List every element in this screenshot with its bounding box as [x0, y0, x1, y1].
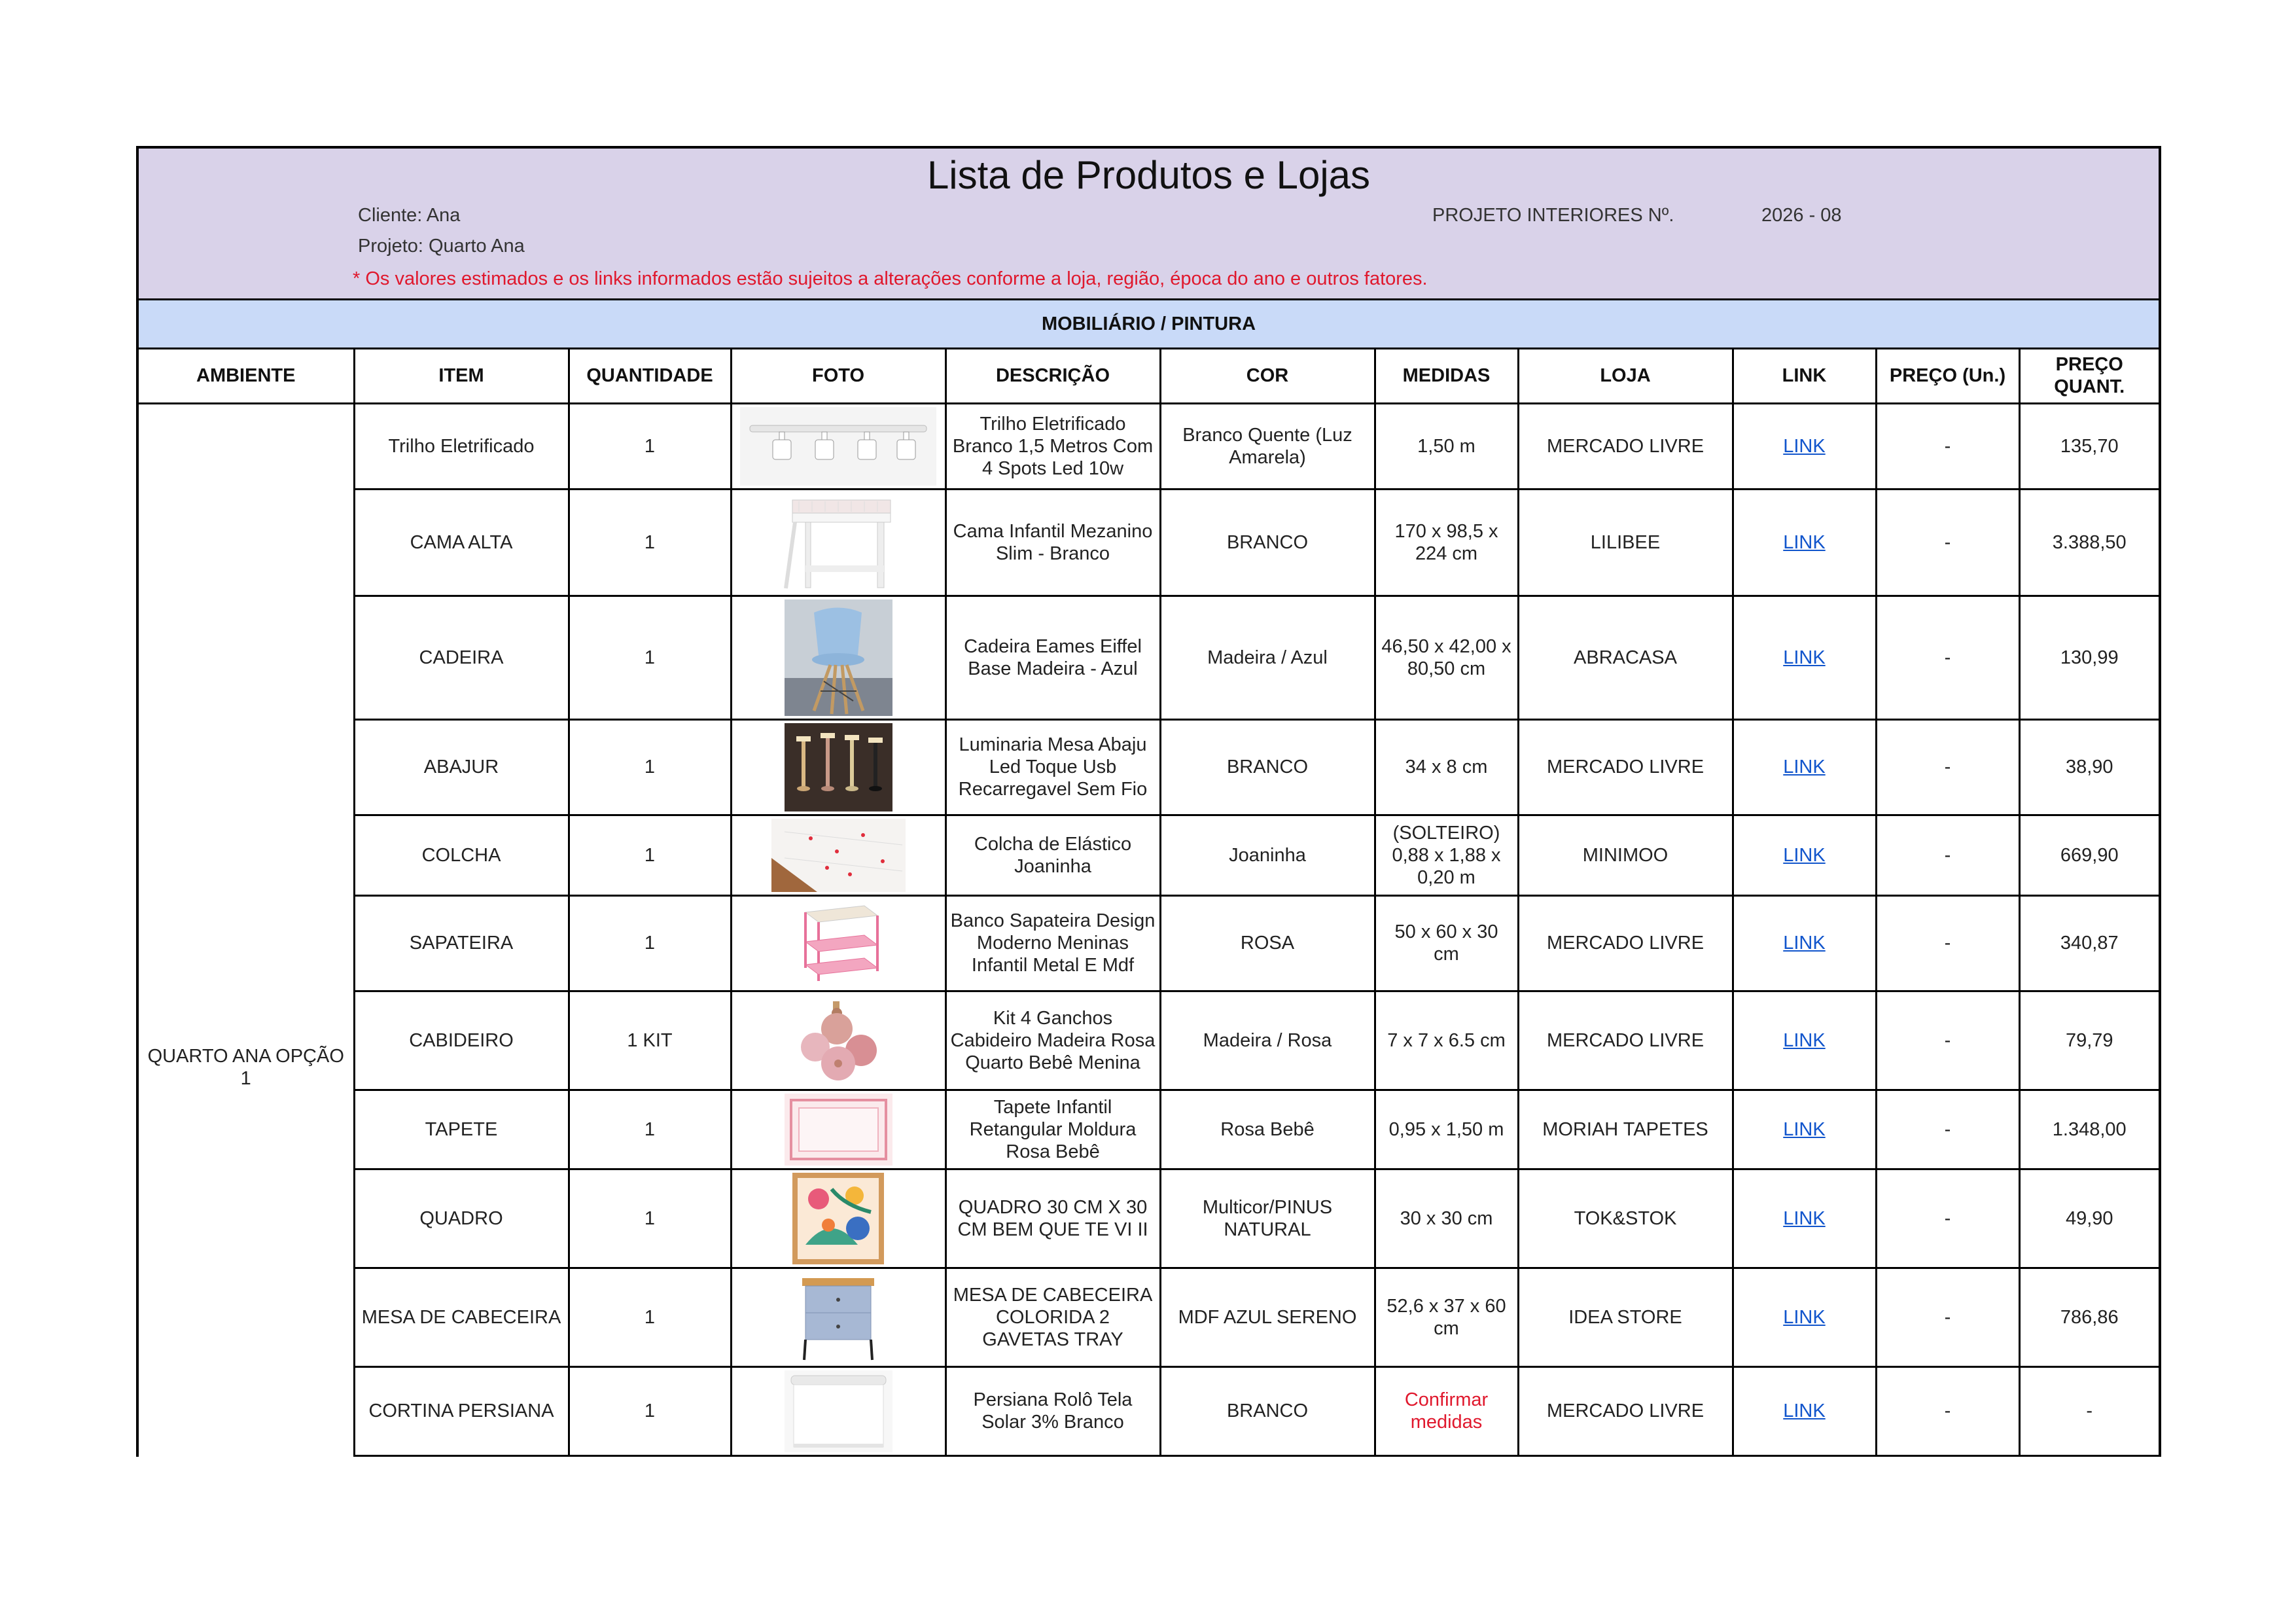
quilt-photo [735, 819, 942, 892]
col-header-cor: COR [1160, 349, 1375, 403]
photo-cell [731, 489, 945, 596]
quantity-cell: 1 [569, 1090, 731, 1169]
measures-cell: 1,50 m [1375, 403, 1518, 489]
unit-price-cell: - [1876, 991, 2019, 1090]
table-row [139, 489, 2159, 596]
link-cell [1733, 815, 1876, 895]
unit-price-cell: - [1876, 1169, 2019, 1268]
product-link[interactable]: LINK [1783, 933, 1826, 954]
unit-price-cell: - [1876, 1090, 2019, 1169]
item-cell: COLCHA [354, 815, 569, 895]
rug-photo [735, 1094, 942, 1166]
col-header-quantidade: QUANTIDADE [569, 349, 731, 403]
link-cell [1733, 596, 1876, 719]
store-cell: MERCADO LIVRE [1518, 719, 1733, 815]
measures-cell: Confirmar medidas [1375, 1366, 1518, 1455]
link-cell [1733, 991, 1876, 1090]
table-row [139, 815, 2159, 895]
unit-price-cell: - [1876, 719, 2019, 815]
chair-photo [735, 599, 942, 716]
color-cell: BRANCO [1160, 1366, 1375, 1455]
measures-cell: 34 x 8 cm [1375, 719, 1518, 815]
nightstand-photo [735, 1272, 942, 1363]
color-cell: Joaninha [1160, 815, 1375, 895]
item-cell: ABAJUR [354, 719, 569, 815]
color-cell: Madeira / Azul [1160, 596, 1375, 719]
description-cell: Cama Infantil Mezanino Slim - Branco [945, 489, 1160, 596]
unit-price-cell: - [1876, 1366, 2019, 1455]
measures-cell: (SOLTEIRO) 0,88 x 1,88 x 0,20 m [1375, 815, 1518, 895]
product-link[interactable]: LINK [1783, 1207, 1826, 1229]
quantity-cell: 1 [569, 1366, 731, 1455]
product-link[interactable]: LINK [1783, 1029, 1826, 1051]
product-link[interactable]: LINK [1783, 1400, 1826, 1421]
total-price-cell: 3.388,50 [2019, 489, 2159, 596]
description-cell: Persiana Rolô Tela Solar 3% Branco [945, 1366, 1160, 1455]
store-cell: MERCADO LIVRE [1518, 991, 1733, 1090]
photo-cell [731, 1090, 945, 1169]
frame-photo [735, 1173, 942, 1264]
measures-cell: 170 x 98,5 x 224 cm [1375, 489, 1518, 596]
link-cell [1733, 895, 1876, 991]
col-header-foto: FOTO [731, 349, 945, 403]
product-link[interactable]: LINK [1783, 531, 1826, 553]
description-cell: Trilho Eletrificado Branco 1,5 Metros Com 4 Spots Led 10w [945, 403, 1160, 489]
col-header-link: LINK [1733, 349, 1876, 403]
color-cell: MDF AZUL SERENO [1160, 1268, 1375, 1366]
measures-cell: 0,95 x 1,50 m [1375, 1090, 1518, 1169]
unit-price-cell: - [1876, 403, 2019, 489]
project-number-label: PROJETO INTERIORES Nº. [1432, 205, 1674, 226]
unit-price-cell: - [1876, 1268, 2019, 1366]
item-cell: CORTINA PERSIANA [354, 1366, 569, 1455]
measures-cell: 7 x 7 x 6.5 cm [1375, 991, 1518, 1090]
col-header-medidas: MEDIDAS [1375, 349, 1518, 403]
link-cell [1733, 403, 1876, 489]
total-price-cell: 38,90 [2019, 719, 2159, 815]
lamp-photo [735, 723, 942, 812]
link-cell [1733, 719, 1876, 815]
description-cell: Colcha de Elástico Joaninha [945, 815, 1160, 895]
product-link[interactable]: LINK [1783, 647, 1826, 668]
col-header-item: ITEM [354, 349, 569, 403]
photo-cell [731, 815, 945, 895]
store-cell: MERCADO LIVRE [1518, 403, 1733, 489]
col-header-ambiente: AMBIENTE [139, 349, 354, 403]
quantity-cell: 1 [569, 1268, 731, 1366]
item-cell: QUADRO [354, 1169, 569, 1268]
table-row [139, 1268, 2159, 1366]
description-cell: Cadeira Eames Eiffel Base Madeira - Azul [945, 596, 1160, 719]
unit-price-cell: - [1876, 489, 2019, 596]
link-cell [1733, 1268, 1876, 1366]
product-link[interactable]: LINK [1783, 1306, 1826, 1328]
link-cell [1733, 1090, 1876, 1169]
total-price-cell: - [2019, 1366, 2159, 1455]
product-sheet [136, 146, 2161, 1457]
item-cell: CABIDEIRO [354, 991, 569, 1090]
item-cell: MESA DE CABECEIRA [354, 1268, 569, 1366]
col-header-descricao: DESCRIÇÃO [945, 349, 1160, 403]
link-cell [1733, 1169, 1876, 1268]
link-cell [1733, 1366, 1876, 1455]
section-title: MOBILIÁRIO / PINTURA [139, 300, 2159, 349]
quantity-cell: 1 [569, 489, 731, 596]
color-cell: Rosa Bebê [1160, 1090, 1375, 1169]
measures-cell: 52,6 x 37 x 60 cm [1375, 1268, 1518, 1366]
product-link[interactable]: LINK [1783, 435, 1826, 457]
unit-price-cell: - [1876, 596, 2019, 719]
col-header-preco-un: PREÇO (Un.) [1876, 349, 2019, 403]
photo-cell [731, 403, 945, 489]
quantity-cell: 1 KIT [569, 991, 731, 1090]
total-price-cell: 49,90 [2019, 1169, 2159, 1268]
total-price-cell: 79,79 [2019, 991, 2159, 1090]
store-cell: MERCADO LIVRE [1518, 1366, 1733, 1455]
total-price-cell: 669,90 [2019, 815, 2159, 895]
unit-price-cell: - [1876, 895, 2019, 991]
loft-bed-photo [735, 493, 942, 592]
project-label: Projeto: Quarto Ana [358, 236, 525, 257]
track-light-photo [735, 407, 942, 486]
item-cell: SAPATEIRA [354, 895, 569, 991]
table-row [139, 596, 2159, 719]
quantity-cell: 1 [569, 596, 731, 719]
photo-cell [731, 1169, 945, 1268]
quantity-cell: 1 [569, 815, 731, 895]
table-row [139, 991, 2159, 1090]
store-cell: TOK&STOK [1518, 1169, 1733, 1268]
photo-cell [731, 1366, 945, 1455]
col-header-loja: LOJA [1518, 349, 1733, 403]
product-link[interactable]: LINK [1783, 757, 1826, 777]
disclaimer-note: * Os valores estimados e os links informados estão sujeitos a alterações conforme a loja, região, época do ano e outros fatores. [353, 268, 1428, 289]
table-row [139, 1366, 2159, 1455]
table-row [139, 1090, 2159, 1169]
unit-price-cell: - [1876, 815, 2019, 895]
total-price-cell: 340,87 [2019, 895, 2159, 991]
quantity-cell: 1 [569, 719, 731, 815]
description-cell: MESA DE CABECEIRA COLORIDA 2 GAVETAS TRAY [945, 1268, 1160, 1366]
quantity-cell: 1 [569, 895, 731, 991]
color-cell: Branco Quente (Luz Amarela) [1160, 403, 1375, 489]
table-row [139, 403, 2159, 489]
store-cell: MERCADO LIVRE [1518, 895, 1733, 991]
table-row [139, 895, 2159, 991]
quantity-cell: 1 [569, 1169, 731, 1268]
color-cell: ROSA [1160, 895, 1375, 991]
quantity-cell: 1 [569, 403, 731, 489]
store-cell: IDEA STORE [1518, 1268, 1733, 1366]
measures-cell: 46,50 x 42,00 x 80,50 cm [1375, 596, 1518, 719]
col-header-preco-quant: PREÇO QUANT. [2019, 349, 2159, 403]
photo-cell [731, 1268, 945, 1366]
item-cell: Trilho Eletrificado [354, 403, 569, 489]
link-cell [1733, 489, 1876, 596]
color-cell: BRANCO [1160, 719, 1375, 815]
item-cell: CAMA ALTA [354, 489, 569, 596]
product-link[interactable]: LINK [1783, 844, 1826, 866]
item-cell: TAPETE [354, 1090, 569, 1169]
store-cell: LILIBEE [1518, 489, 1733, 596]
table-row [139, 1169, 2159, 1268]
blind-photo [735, 1370, 942, 1452]
page-title: Lista de Produtos e Lojas [927, 153, 1371, 197]
photo-cell [731, 596, 945, 719]
color-cell: BRANCO [1160, 489, 1375, 596]
measures-cell: 30 x 30 cm [1375, 1169, 1518, 1268]
products-table [139, 349, 2159, 1457]
description-cell: Luminaria Mesa Abaju Led Toque Usb Recarregavel Sem Fio [945, 719, 1160, 815]
description-cell: Tapete Infantil Retangular Moldura Rosa Bebê [945, 1090, 1160, 1169]
description-cell: QUADRO 30 CM X 30 CM BEM QUE TE VI II [945, 1169, 1160, 1268]
shoe-rack-photo [735, 899, 942, 988]
hooks-photo [735, 995, 942, 1086]
total-price-cell: 786,86 [2019, 1268, 2159, 1366]
project-number: 2026 - 08 [1761, 205, 1842, 226]
product-link[interactable]: LINK [1783, 1118, 1826, 1140]
ambiente-cell: QUARTO ANA OPÇÃO 1 [139, 403, 354, 1455]
sheet-header [139, 149, 2159, 300]
total-price-cell: 1.348,00 [2019, 1090, 2159, 1169]
description-cell: Kit 4 Ganchos Cabideiro Madeira Rosa Quarto Bebê Menina [945, 991, 1160, 1090]
table-row [139, 719, 2159, 815]
store-cell: MORIAH TAPETES [1518, 1090, 1733, 1169]
color-cell: Multicor/PINUS NATURAL [1160, 1169, 1375, 1268]
store-cell: MINIMOO [1518, 815, 1733, 895]
measures-cell: 50 x 60 x 30 cm [1375, 895, 1518, 991]
description-cell: Banco Sapateira Design Moderno Meninas Infantil Metal E Mdf [945, 895, 1160, 991]
total-price-cell: 130,99 [2019, 596, 2159, 719]
total-price-cell: 135,70 [2019, 403, 2159, 489]
item-cell: CADEIRA [354, 596, 569, 719]
photo-cell [731, 895, 945, 991]
photo-cell [731, 991, 945, 1090]
table-header-row [139, 349, 2159, 403]
store-cell: ABRACASA [1518, 596, 1733, 719]
photo-cell [731, 719, 945, 815]
color-cell: Madeira / Rosa [1160, 991, 1375, 1090]
client-label: Cliente: Ana [358, 205, 461, 226]
